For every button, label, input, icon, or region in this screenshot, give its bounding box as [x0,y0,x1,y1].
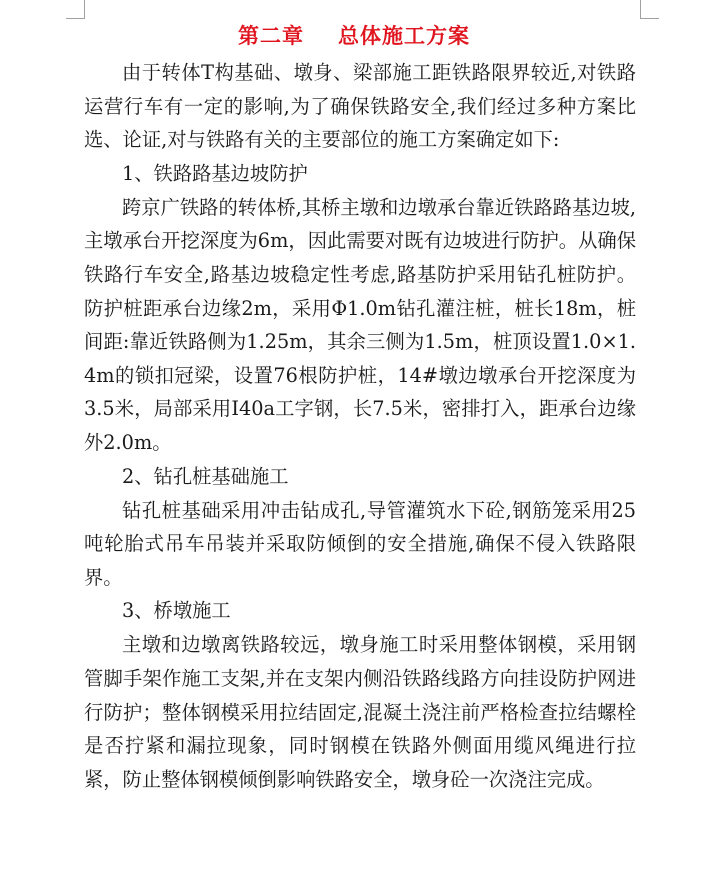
section-body-3: 主墩和边墩离铁路较远，墩身施工时采用整体钢模，采用钢管脚手架作施工支架,并在支架内侧沿铁路线路方向挂设防护网进行防护；整体钢模采用拉结固定,混凝土浇注前严格检查拉结螺栓是否拧紧和漏拉现象，同时钢模在铁路外侧面用缆风绳进行拉紧，防止整体钢模倾倒影响铁路安全，墩身砼一次浇注完成。 [84,633,636,791]
crop-mark-top-right [640,0,659,19]
chapter-label: 第二章 [238,24,304,48]
document-body [84,56,636,796]
section-heading-1: 1、铁路路基边坡防护 [122,161,308,185]
section-body-1: 跨京广铁路的转体桥,其桥主墩和边墩承台靠近铁路路基边坡,主墩承台开挖深度为6m，因此需要对既有边坡进行防护。从确保铁路行车安全,路基边坡稳定性考虑,路基防护采用钻孔桩防护。防护桩距承台边缘2m，采用Φ1.0m钻孔灌注桩，桩长18m，桩间距:靠近铁路侧为1.25m，其余三侧为1.5m，桩顶设置1.0×1.4m的锁扣冠梁，设置76根防护桩，14#墩边墩承台开挖深度为3.5米，局部采用I40a工字钢，长7.5米，密排打入，距承台边缘外2.0m。 [84,195,636,454]
intro-paragraph: 由于转体T构基础、墩身、梁部施工距铁路限界较近,对铁路运营行车有一定的影响,为了确保铁路安全,我们经过多种方案比选、论证,对与铁路有关的主要部位的施工方案确定如下: [84,61,636,152]
chapter-title [0,22,708,50]
crop-mark-top-left [66,0,85,19]
section-heading-2: 2、钻孔桩基础施工 [122,464,289,488]
chapter-name: 总体施工方案 [338,24,470,48]
section-heading-3: 3、桥墩施工 [122,599,231,623]
section-body-2: 钻孔桩基础采用冲击钻成孔,导管灌筑水下砼,钢筋笼采用25吨轮胎式吊车吊装并采取防倾倒的安全措施,确保不侵入铁路限界。 [84,498,636,589]
